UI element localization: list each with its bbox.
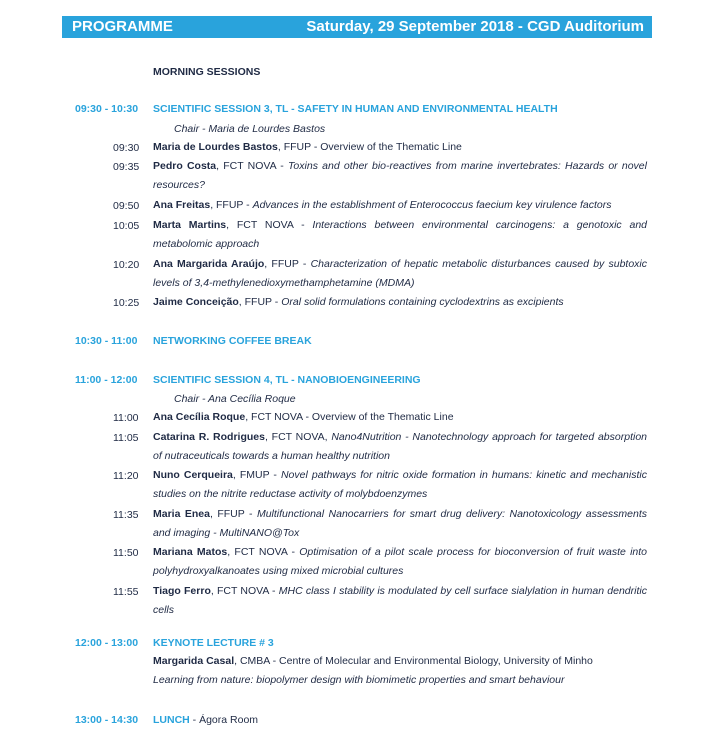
speaker-name: Ana Margarida Araújo (153, 258, 265, 270)
talk-time: 10:25 (113, 297, 140, 309)
coffee-time: 10:30 - 11:00 (75, 335, 138, 347)
speaker-name: Tiago Ferro (153, 585, 211, 597)
talk-title: Advances in the establishment of Enterococcus faecium key virulence factors (252, 199, 612, 211)
affiliation: , CMBA - Centre of Molecular and Environmental Biology, University of Minho (234, 655, 593, 667)
speaker-name: Nuno Cerqueira (153, 469, 233, 481)
talk-entry (153, 157, 647, 195)
speaker-name: Mariana Matos (153, 546, 228, 558)
talk-entry (153, 505, 647, 543)
programme-header-bar (62, 16, 652, 38)
speaker-name: Jaime Conceição (153, 296, 239, 308)
date-venue: Saturday, 29 September 2018 - CGD Auditorium (306, 18, 644, 35)
talk-time: 11:20 (113, 470, 139, 482)
speaker-name: Pedro Costa (153, 160, 217, 172)
lecture-title: Learning from nature: biopolymer design with biomimetic properties and smart behaviour (153, 674, 565, 686)
talk-entry (153, 543, 647, 581)
talk-entry (153, 293, 647, 312)
affiliation: , FCT NOVA - (210, 585, 279, 597)
lunch-room: - Ágora Room (189, 714, 259, 726)
programme-label: PROGRAMME (72, 18, 173, 35)
lunch-label: LUNCH (153, 714, 190, 726)
speaker-name: Ana Freitas (153, 199, 211, 211)
keynote-speaker-line (153, 652, 647, 671)
talk-title: Novel pathways for nitric oxide formation in humans: kinetic and mechanistic studies on the nitrite reductase activity of molybdoenzymes (153, 469, 647, 500)
talk-entry (153, 255, 647, 293)
affiliation: , FFUP - (210, 199, 253, 211)
speaker-name: Margarida Casal (153, 655, 235, 667)
session4-time: 11:00 - 12:00 (75, 374, 138, 386)
affiliation: , FCT NOVA - (226, 219, 313, 231)
coffee-title: NETWORKING COFFEE BREAK (153, 335, 312, 347)
talk-time: 11:35 (113, 509, 139, 521)
speaker-name: Catarina R. Rodrigues (153, 431, 265, 443)
talk-entry (153, 408, 647, 427)
lunch-line (153, 714, 258, 726)
speaker-name: Marta Martins (153, 219, 227, 231)
affiliation: , FFUP - (264, 258, 311, 270)
talk-entry (153, 466, 647, 504)
talk-plain: Overview of the Thematic Line (320, 141, 462, 153)
talk-entry (153, 196, 647, 215)
talk-time: 11:05 (113, 432, 139, 444)
talk-time: 10:20 (113, 259, 140, 271)
talk-title: Optimisation of a pilot scale process for bioconversion of fruit waste into polyhydroxyalkanoates using mixed microbial cultures (153, 546, 648, 577)
affiliation: , FCT NOVA - (245, 411, 312, 423)
session4-chair: Chair - Ana Cecília Roque (174, 393, 296, 405)
talk-time: 09:50 (113, 200, 140, 212)
keynote-lecture-line (153, 671, 647, 690)
affiliation: , FMUP - (232, 469, 281, 481)
talk-title: Toxins and other bio-reactives from marine invertebrates: Hazards or novel resources? (153, 160, 647, 191)
talk-title: MHC class I stability is modulated by cell surface sialylation in human dendritic cells (153, 585, 647, 616)
affiliation: , FCT NOVA - (216, 160, 288, 172)
session3-chair: Chair - Maria de Lourdes Bastos (174, 123, 326, 135)
talk-title: Nano4Nutrition - Nanotechnology approach for targeted absorption of nutraceuticals towards a human healthy nutrition (153, 431, 647, 462)
affiliation: , FFUP - (209, 508, 257, 520)
speaker-name: Maria de Lourdes Bastos (153, 141, 278, 153)
talk-time: 09:30 (113, 142, 140, 154)
session3-time: 09:30 - 10:30 (75, 103, 139, 115)
speaker-name: Ana Cecília Roque (153, 411, 246, 423)
affiliation: , FFUP - (238, 296, 282, 308)
talk-entry (153, 428, 647, 466)
talk-time: 09:35 (113, 161, 140, 173)
affiliation: , FCT NOVA, (264, 431, 332, 443)
session3-title: SCIENTIFIC SESSION 3, TL - SAFETY IN HUMAN AND ENVIRONMENTAL HEALTH (153, 103, 558, 115)
talk-entry (153, 582, 647, 620)
talk-plain: Overview of the Thematic Line (311, 411, 454, 423)
talk-title: Characterization of hepatic metabolic disturbances caused by subtoxic levels of 3,4-methylenedioxymethamphetamine (MDMA) (153, 258, 648, 289)
speaker-name: Maria Enea (153, 508, 210, 520)
talk-entry (153, 138, 647, 157)
affiliation: , FFUP - (277, 141, 321, 153)
talk-entry (153, 216, 647, 254)
keynote-title: KEYNOTE LECTURE # 3 (153, 637, 274, 649)
talk-title: Oral solid formulations containing cyclodextrins as excipients (281, 296, 564, 308)
keynote-time: 12:00 - 13:00 (75, 637, 139, 649)
lunch-time: 13:00 - 14:30 (75, 714, 139, 726)
affiliation: , FCT NOVA - (227, 546, 300, 558)
session4-title: SCIENTIFIC SESSION 4, TL - NANOBIOENGINEERING (153, 374, 421, 386)
morning-sessions-heading: MORNING SESSIONS (153, 66, 261, 78)
talk-time: 11:50 (113, 547, 139, 559)
talk-title: Multifunctional Nanocarriers for smart drug delivery: Nanotoxicology assessments and imaging - MultiNANO@Tox (153, 508, 648, 539)
talk-title: Interactions between environmental carcinogens: a genotoxic and metabolomic approach (153, 219, 647, 250)
talk-time: 11:55 (113, 586, 139, 598)
talk-time: 11:00 (113, 412, 139, 424)
talk-time: 10:05 (113, 220, 140, 232)
